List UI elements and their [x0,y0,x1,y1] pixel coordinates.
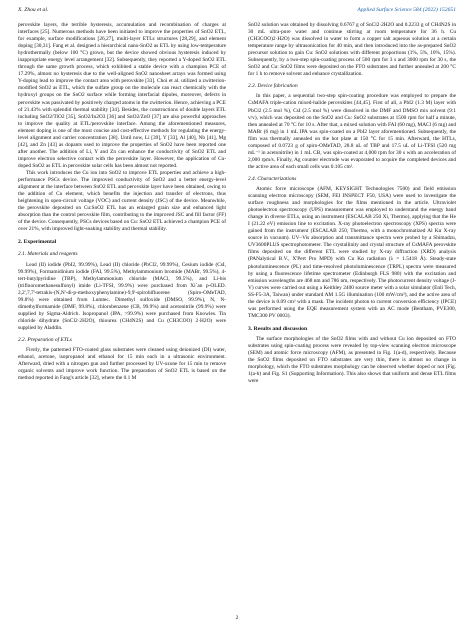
section-materials-heading: 2.1. Materials and reagents [18,251,78,258]
characterizations-paragraph: Atomic force microscope (AFM, KEYSIGHT Technologies 7500) and field emission scanning electron microscopy (SEM, FEI INSPECT F50, USA) were used to investigate the surface roughness and morphologies for the films mentioned in the article. Ultraviolet photoelectron spectroscopy (UPS) measurement was employed to understand the energy band change in diverse ETLs, using an instrument (ESCALAB 250 Xi, Thermo), applying that the He I (21.22 eV) emission line to excitation. X-ray photoelectron spectroscopy (XPS) spectra were gained from the instrument (ESCALAB 250, Thermo, with a monochromatized Al Kα X-ray source in vacuum). UV–Vis absorption and transmittance spectra were probed by a Shimadzu, UV3600PLUS spectrophotometer. The crystallinity and crystal structure of CsMAFA perovskite films deposited on the different ETL were studied by X-ray diffraction (XRD) analysis (PANalytical B.V., X'Pert Pro MPD) with Cu Kα radiation (λ = 1.5418 Å). Steady-state photoluminescence (PL) and time-resolved photoluminescence (TRPL) spectra were measured by using a fluorescence lifetime spectrometer (Edinburgh FLS 980) with the excitation and emission wavelengths are 468 nm and 786 nm, respectively. The photocurrent density voltage (J-V) curves were carried out using a Keithley 2400 source meter with a solar simulator (Enli Tech, SS-F5-3A, Taiwan) under standard AM 1.5G illumination (100 mW/cm²), and the active area of the device is 0.09 cm² with a mask. The incident photon to current conversion efficiency (IPCE) was performed using the EQE measurement system with an AC mode (Bentham, PVE300, TMC300 PV 0003). [248,185,456,319]
header-journal-link[interactable]: Applied Surface Science 584 (2022) 152651 [357,7,456,13]
header-authors: X. Zhou et al. [18,7,49,13]
section-experimental-heading: 2. Experimental [18,239,57,246]
etl-prep-paragraph: Firstly, the patterned FTO-coated glass substrates were cleaned using deionized (DI) water, ethanol, acetone, isopropanol and ethanol for 15 min each in a ultrasonic environment. Afterward, dried with a nitrogen gun and further processed by UV-ozone for 15 min to remove organic solvents and improve work function. The preparation of SnO2 ETL is based on the method reported in Fang's article [32], where the 0.1 M [18,347,226,382]
materials-paragraph: Lead (II) iodide (PbI2, 99.99%), Lead (II) chloride (PbCl2, 99.99%), Cesium iodide (CsI, 99.99%), Formamidinium iodide (FAI, 99.5%), Methylammonium bromide (MABr, 99.5%), 4-tert-butylpyridine (TBP), Methylammonium chloride (MACl, 99.5%), and Li-bis (trifluoromethanesulfonyl) imide (Li-TFSI, 99.9%) were purchased from Xi`an p-OLED. 2,2',7,7'-tetrakis-(N,N'-di-p-methoxyphenylamine)-9,9'-spirobifluorene (Spiro-OMeTAD, 99.8%) were obtained from Lumtec. Dimethyl sulfoxide (DMSO, 99.9%), N, N-dimethylformamide (DMF, 99.8%), chlorobenzene (CB, 99.9%) and acetonitrile (99.9%) were supplied by Sigma-Aldrich. Isopropanol (IPA, >99.9%) were purchased from Knowles. Tin chloride dihydrate (SnCl2·2H2O), thiourea (CH4N2S) and Cu (CH3COO) 2·H2O) were supplied by Aladdin. [18,261,226,331]
section-characterizations-heading: 2.4. Characterizations [248,175,297,182]
section-results-heading: 3. Results and discussion [248,325,308,332]
left-column [18,22,226,382]
etl-prep-continued: SnO2 solution was obtained by dissolving 0.6767 g of SnCl2·2H2O and 0.2233 g of CH4N2S in 30 mL ultra-pure water and continue stirring at room temperature for 36 h. Cu (CH3COO)2·H2O) was dissolved in water to form a copper salt aqueous solution at a certain temperature range by ultrasonication for 40 min, and then introduced into the as-prepared SnO2 precursor solution to gain Cu: SnO2 solutions with different proportions (1%, 5%, 10%, 15%). Subsequently, by a two-step spin-coating process of 500 rpm for 3 s and 3000 rpm for 30 s, the SnO2 and Cu: SnO2 films were deposited on the FTO substrates and further annealed at 200 °C for 1 h to remove solvent and enhance crystallization. [248,22,456,78]
device-fabrication-paragraph: In this paper, a sequential two-step spin-coating procedure was employed to prepare the CsMAFA triple-cation mixed-halide perovskites [44,45]. First of all, a PbI2 (1.3 M) layer with PbCl2 (2.5 mol %), CsI (2.5 mol %) were dissolved in the DMF and DMSO mix solvent (9:1 v/v), which was deposited on the SnO2 and Cu: SnO2 substrates at 1500 rpm for half a minute, then annealed at 70 °C for 10 s. After that, a mixed solution with FAI (60 mg), MACl (6 mg) and MABr (6 mg) in 1 mL IPA was spin-coated on a PbI2 layer aforementioned. Subsequently, the film was thermally annealed on the hot plate at 150 °C for 15 min. Afterward, the HTLs, composed of 0.0723 g of spiro-OMeTAD, 28.8 uL of TBP and 17.5 uL of Li-TFSI (520 mg mL⁻¹ in acetonitrile) in 1 mL CB, was spin-coated at 4,000 rpm for 30 s with an acceleration of 2,000 rpm/s. Finally, Ag counter electrode was evaporated to acquire the completed devices and the active area of each small cells was 0.105 cm². [248,93,456,170]
page-number: 2 [235,615,239,621]
right-column [248,22,456,385]
running-header [18,7,456,17]
results-paragraph: The surface morphologies of the SnO2 films with and without Cu ion deposited on FTO substrates using spin-coating process were revealed by top-view scanning electron microscope (SEM) and atomic force microscopy (AFM), as presented in Fig. 1(a-d), respectively. Because the SnO2 films deposited on FTO substrates are very thin, there is almost no change in morphology, which the FTO substrates morphology can be observed whether doped or not (Fig. 1(a-b) and Fig. S1 (Supporting Information). This also shows that uniform and dense ETL films were [248,335,456,385]
intro-paragraph-2: This work introduces the Cu ion into SnO2 to improve ETL properties and achieve a high-performance PSCs device. The improved conductivity of SnO2 and a better energy-level alignment at the interface between SnO2 ETL and perovskite layer have been obtained, owing to the addition of Cu element, which benefits the injection and transfer of electrons, thus heightening in open-circuit voltage (VOC) and current density (JSC) of the device. Meanwhile, the perovskite deposited on Cu:SnO2 ETL has an enlarged grain size and enhanced light absorption than the control perovskite film, contributing to the improved JSC and fill factor (FF) of the device. Consequently, PSCs devices based on Cu: SnO2 ETL achieved a champion PCE of over 21%, with improved light-soaking stability and thermal stability. [18,169,226,233]
section-device-fabrication-heading: 2.3. Device fabrication [248,83,298,90]
section-etl-prep-heading: 2.2. Preparation of ETLs [18,336,72,343]
intro-paragraph-1: perovskite layers, the terrible hysteresis, accumulation and recombination of charges at interfaces [25]. Numerous methods have been initiated to improve the properties of SnO2 ETL, for example, surface modifications [26,27], multi-layer ETLs structures [28,29], and element doping [30,31]. Fang et al. designed a hierarchical nano-SnO2 as ETL by using low-temperature hydrothermally (below 100 °C) grown, but the device showed obvious hysteresis induced by inappropriate energy level arrangement [32]. Subsequently, they reported a Y-doped SnO2 ETL through the same growth process, which exhibited a stable device with a champion PCE of 17.29%, almost no hysteresis due to the well-aligned SnO2 nanosheet arrays was formed using Y-doping lead to improve the contact area with perovskite [33]. Choi et al. utilized a zwitterion-modified SnO2 as ETL, which the sulfate group on the molecule can react chemically with the hydroxyl groups on the SnO2 surface while forming interfacial dipoles, moreover, defects in perovskite was passivated by positively charged atoms in the zwitterion. Hence, achieving a PCE of 21.43% with splendid thermal stability [34]. Besides, the constructions of double layers ETL including SnO2/TiO2 [35], SnO2/In2O3 [36] and SnO2/ZnO [37] are also powerful approaches to improve the quality at ETL/perovskite interface. Among the aforementioned measures, element doping is one of the most concise and cost-effective methods for regulating the energy-level alignment and carrier concentration [38]. Until now, Li [39], Y [33], Al [40], Nb [41], Mg [42], and Zn [43] as dopants used to improve the properties of SnO2 have been reported one after another. The addition of Li, Y and Zn can enhance the conductivity of SnO2 ETL and improve electron selective contact with the perovskite layer. However, the application of Cu-doped SnO2 as ETL in perovskite solar cells has been almost not reported. [18,22,226,169]
